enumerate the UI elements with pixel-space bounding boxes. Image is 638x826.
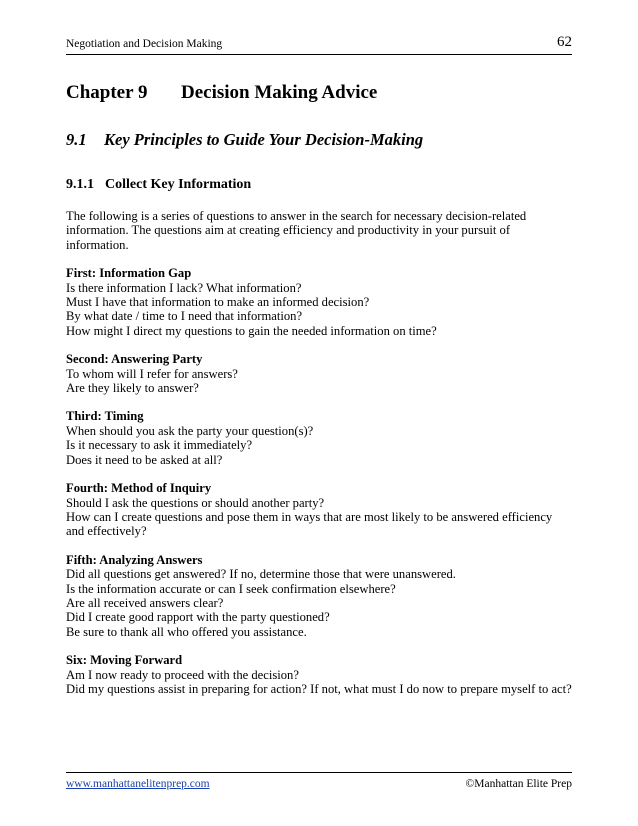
subsection-title: Collect Key Information bbox=[105, 177, 252, 192]
group-title: Fifth: Analyzing Answers bbox=[66, 552, 203, 567]
intro-paragraph: The following is a series of questions to answer in the search for necessary decision-related information. The questions aim at creating efficiency and productivity in your pursuit of information. bbox=[66, 209, 527, 252]
chapter-number: Chapter 9 bbox=[66, 82, 148, 103]
question-line: Must I have that information to make an informed decision? bbox=[66, 295, 370, 310]
group-title: Third: Timing bbox=[66, 409, 144, 424]
question-line: Are all received answers clear? bbox=[66, 595, 224, 610]
question-line: To whom will I refer for answers? bbox=[66, 366, 238, 381]
question-line: Be sure to thank all who offered you assistance. bbox=[66, 624, 307, 639]
section-number: 9.1 bbox=[66, 130, 87, 149]
subsection-heading bbox=[66, 177, 252, 193]
question-line: Is it necessary to ask it immediately? bbox=[66, 438, 253, 453]
question-line: Are they likely to answer? bbox=[66, 381, 199, 396]
group-title: Fourth: Method of Inquiry bbox=[66, 481, 212, 496]
question-line: How might I direct my questions to gain the needed information on time? bbox=[66, 323, 437, 338]
question-line: Is there information I lack? What information? bbox=[66, 280, 302, 295]
section-title: Key Principles to Guide Your Decision-Making bbox=[104, 130, 424, 149]
question-line: Did my questions assist in preparing for action? If not, what must I do now to prepare myself to act? bbox=[66, 681, 572, 696]
copyright-text: ©Manhattan Elite Prep bbox=[465, 778, 572, 790]
page-number: 62 bbox=[557, 34, 572, 50]
question-line: When should you ask the party your question(s)? bbox=[66, 423, 314, 438]
question-line: How can I create questions and pose them in ways that are most likely to be answered efficiency and effectively? bbox=[66, 509, 553, 539]
subsection-number: 9.1.1 bbox=[66, 177, 94, 192]
question-group bbox=[66, 409, 572, 467]
question-groups bbox=[66, 266, 572, 696]
page-footer bbox=[66, 772, 572, 793]
header-title: Negotiation and Decision Making bbox=[66, 38, 223, 50]
question-group bbox=[66, 481, 572, 539]
question-line: Should I ask the questions or should another party? bbox=[66, 495, 325, 510]
page-header bbox=[66, 36, 572, 55]
question-group bbox=[66, 553, 572, 639]
question-group bbox=[66, 653, 572, 696]
question-group bbox=[66, 266, 572, 338]
question-group bbox=[66, 352, 572, 395]
section-heading bbox=[66, 130, 424, 150]
group-title: Six: Moving Forward bbox=[66, 653, 183, 668]
question-line: Does it need to be asked at all? bbox=[66, 452, 223, 467]
page-body bbox=[66, 209, 572, 710]
group-title: First: Information Gap bbox=[66, 266, 192, 281]
question-line: Did I create good rapport with the party questioned? bbox=[66, 610, 330, 625]
chapter-heading bbox=[66, 82, 378, 104]
website-link[interactable]: www.manhattanelitenprep.com bbox=[66, 778, 210, 790]
question-line: Am I now ready to proceed with the decision? bbox=[66, 667, 299, 682]
chapter-title: Decision Making Advice bbox=[181, 82, 378, 103]
question-line: Did all questions get answered? If no, determine those that were unanswered. bbox=[66, 567, 456, 582]
group-title: Second: Answering Party bbox=[66, 352, 203, 367]
question-line: By what date / time to I need that information? bbox=[66, 309, 303, 324]
question-line: Is the information accurate or can I seek confirmation elsewhere? bbox=[66, 581, 396, 596]
